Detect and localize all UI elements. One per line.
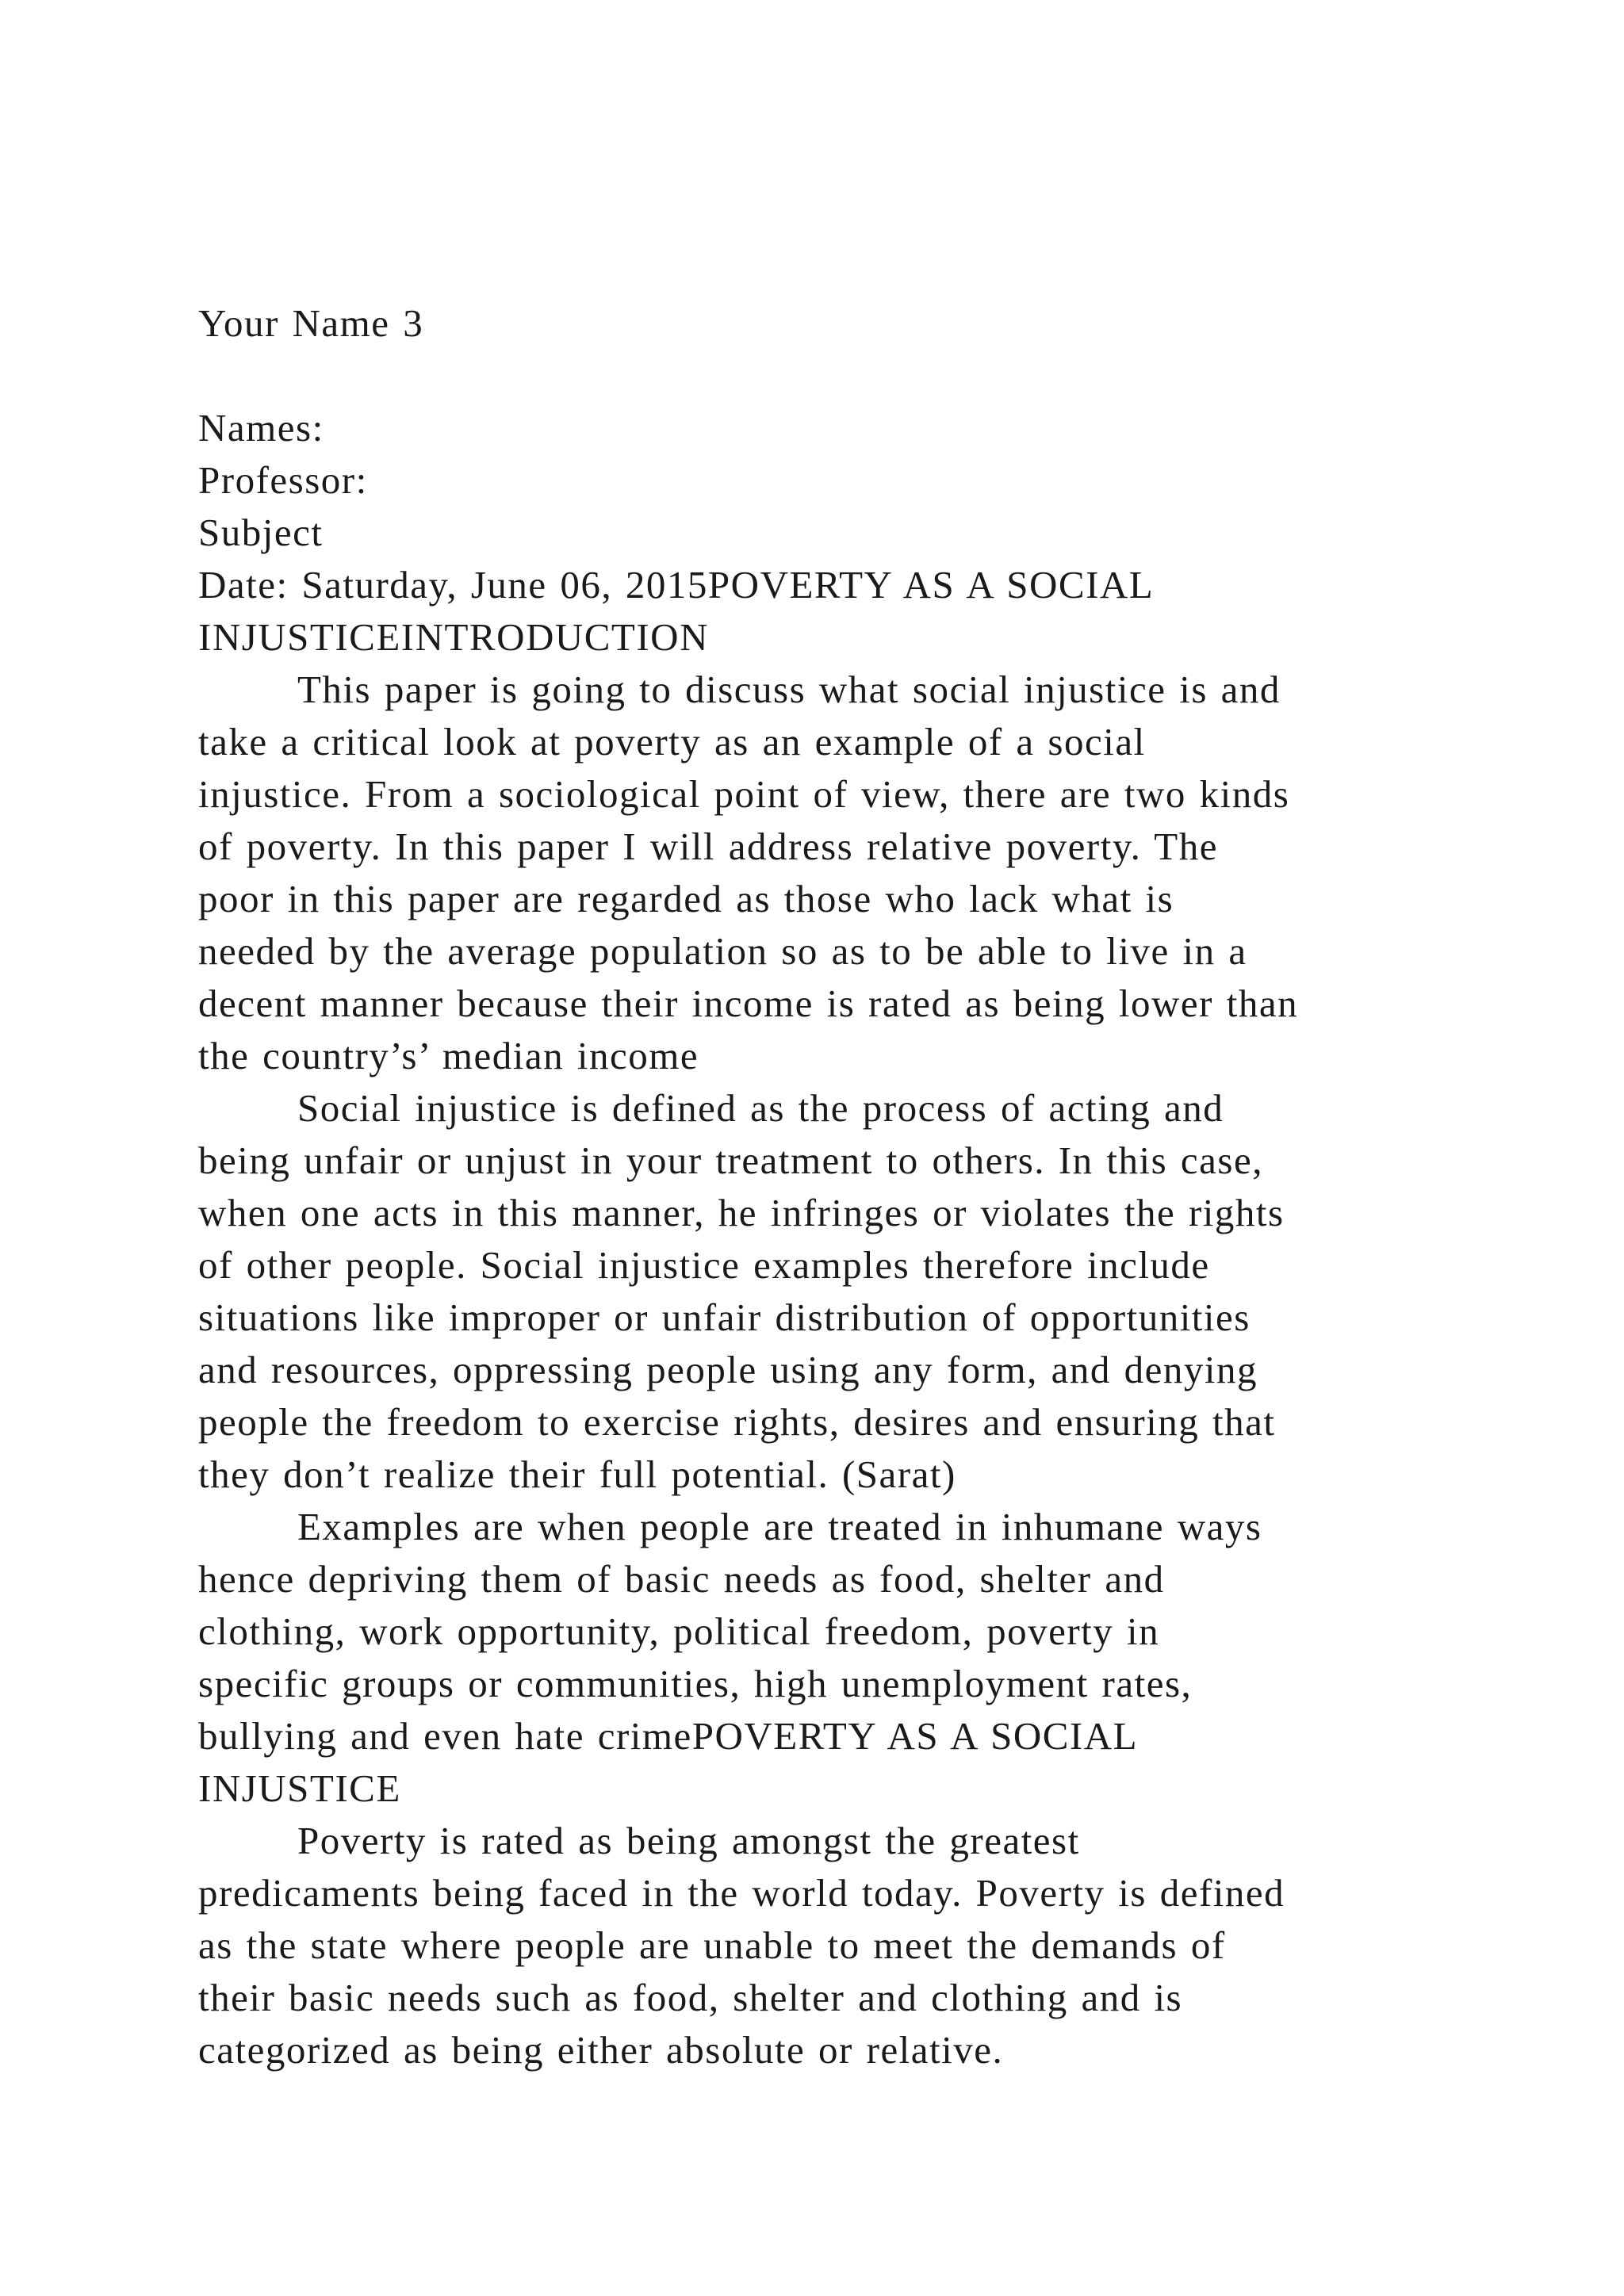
paragraph-line: Poverty is rated as being amongst the greatest xyxy=(297,1819,1080,1862)
paragraph-examples xyxy=(198,1501,1507,1815)
paragraph-introduction xyxy=(198,664,1507,1082)
paragraph-line: categorized as being either absolute or relative. xyxy=(198,2028,1004,2072)
paragraph-line: when one acts in this manner, he infringes or violates the rights xyxy=(198,1191,1285,1234)
paragraph-line: and resources, oppressing people using any form, and denying xyxy=(198,1348,1258,1391)
paragraph-line: as the state where people are unable to meet the demands of xyxy=(198,1923,1226,1967)
paragraph-line: clothing, work opportunity, political freedom, poverty in xyxy=(198,1609,1160,1653)
paragraph-line: INJUSTICE xyxy=(198,1766,401,1810)
paragraph-line: predicaments being faced in the world today. Poverty is defined xyxy=(198,1871,1285,1915)
paragraph-definition xyxy=(198,1082,1507,1501)
paragraph-poverty xyxy=(198,1815,1507,2076)
paragraph-line: the country’s’ median income xyxy=(198,1034,699,1077)
paragraph-line: situations like improper or unfair distribution of opportunities xyxy=(198,1295,1251,1339)
paragraph-line: their basic needs such as food, shelter and clothing and is xyxy=(198,1976,1183,2019)
paragraph-line: specific groups or communities, high unemployment rates, xyxy=(198,1662,1193,1705)
paragraph-line: needed by the average population so as to be able to live in a xyxy=(198,929,1247,973)
subject-label: Subject xyxy=(198,511,324,554)
paragraph-line: Social injustice is defined as the process of acting and xyxy=(297,1086,1224,1130)
paragraph-line: hence depriving them of basic needs as food, shelter and xyxy=(198,1557,1165,1601)
paragraph-line: poor in this paper are regarded as those who lack what is xyxy=(198,877,1174,920)
paragraph-line: being unfair or unjust in your treatment to others. In this case, xyxy=(198,1138,1263,1182)
professor-label: Professor: xyxy=(198,458,368,502)
paragraph-line: they don’t realize their full potential. (Sarat) xyxy=(198,1452,956,1496)
paragraph-line: injustice. From a sociological point of view, there are two kinds xyxy=(198,772,1290,816)
date-heading-line: Date: Saturday, June 06, 2015POVERTY AS A SOCIAL xyxy=(198,563,1155,607)
date-heading-line-continued: INJUSTICEINTRODUCTION xyxy=(198,615,709,659)
running-head: Your Name 3 xyxy=(198,301,424,345)
paragraph-line: This paper is going to discuss what social injustice is and xyxy=(297,668,1281,711)
paragraph-line: decent manner because their income is rated as being lower than xyxy=(198,982,1299,1025)
paragraph-line: of poverty. In this paper I will address relative poverty. The xyxy=(198,825,1218,868)
paragraph-line: of other people. Social injustice examples therefore include xyxy=(198,1243,1210,1287)
document-body xyxy=(198,297,1507,2076)
paragraph-line: Examples are when people are treated in inhumane ways xyxy=(297,1505,1262,1548)
blank-line xyxy=(198,350,1507,402)
paragraph-line: people the freedom to exercise rights, desires and ensuring that xyxy=(198,1400,1276,1444)
names-label: Names: xyxy=(198,406,324,450)
paragraph-line: take a critical look at poverty as an example of a social xyxy=(198,720,1146,763)
paragraph-line: bullying and even hate crimePOVERTY AS A SOCIAL xyxy=(198,1714,1139,1758)
